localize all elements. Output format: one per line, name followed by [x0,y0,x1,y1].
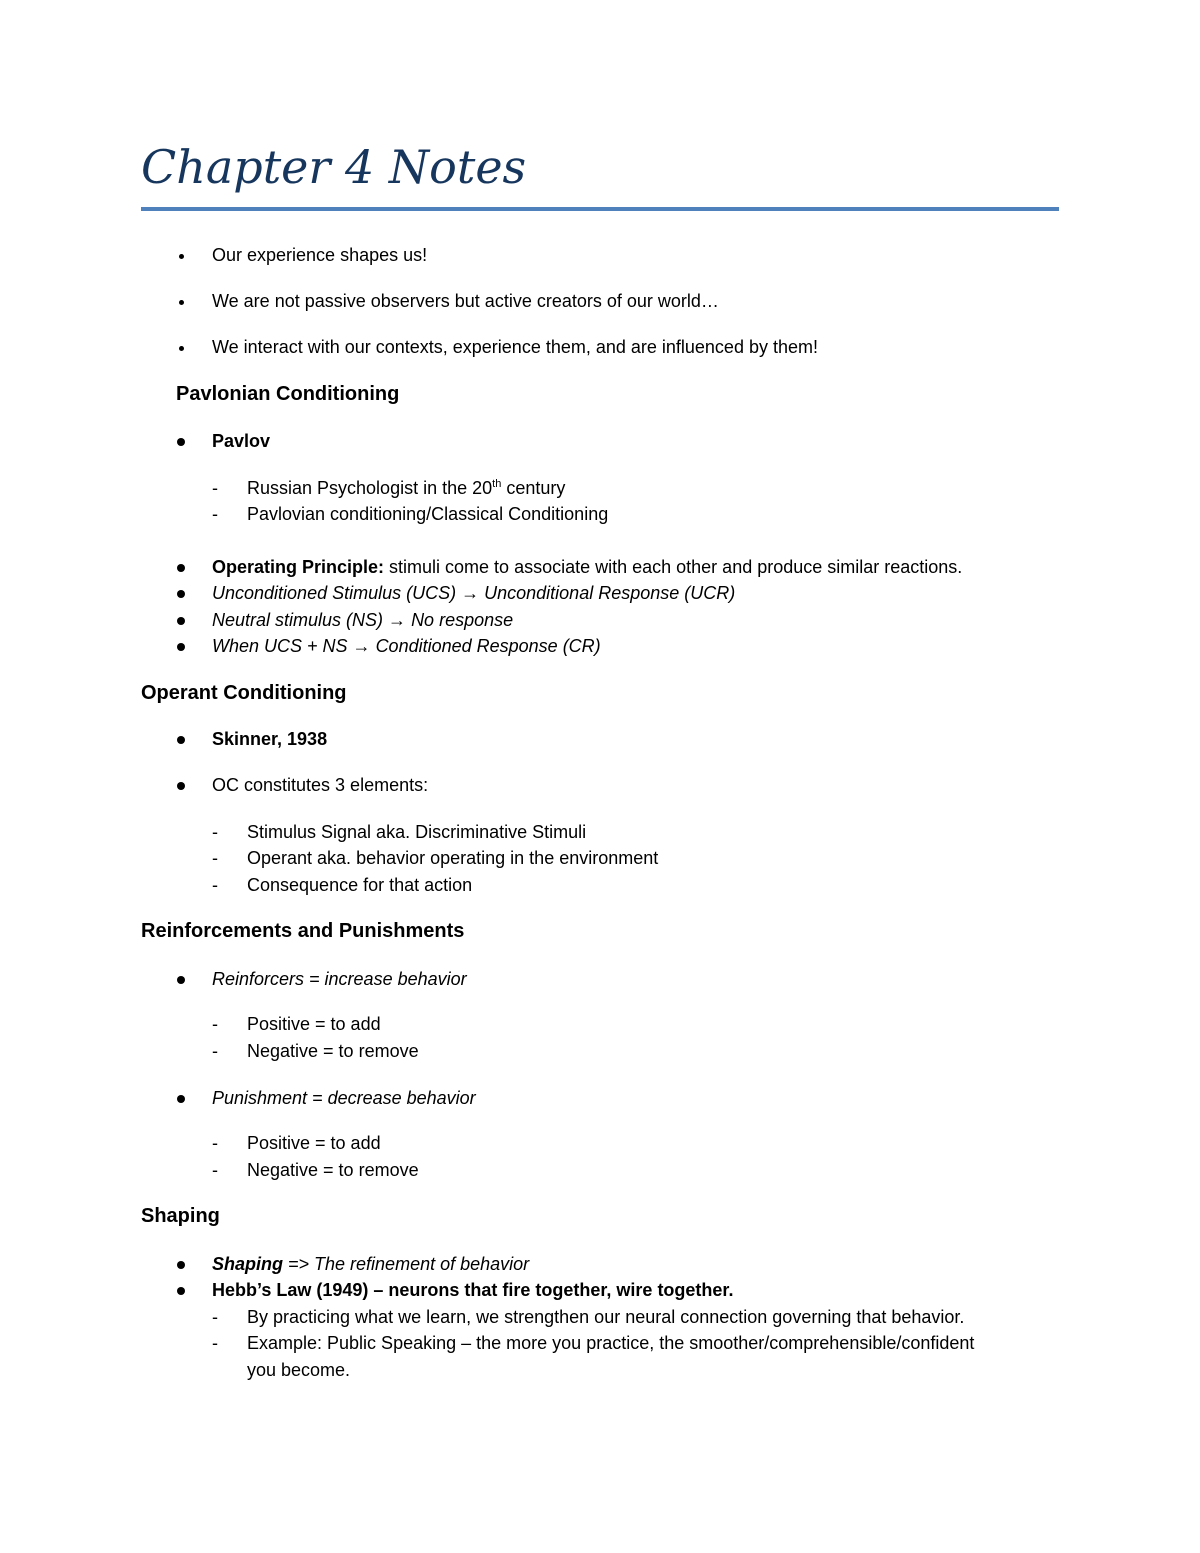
bullet [174,430,188,452]
cr-text: Conditioned Response (CR) [375,636,601,656]
arrow-icon: → [388,610,407,630]
bullet [174,609,188,631]
section-heading-operant: Operant Conditioning [141,682,347,704]
dash-marker: - [212,848,218,868]
dash-marker: - [212,875,218,895]
section-heading-reinforcements: Reinforcements and Punishments [141,920,465,942]
bullet [174,968,188,990]
oc-sub-item: Consequence for that action [247,875,473,895]
bullet [174,556,188,578]
ucr-text: Unconditional Response (UCR) [484,583,736,603]
bullet [174,635,188,657]
bullet [174,1253,188,1275]
bullet [174,728,188,750]
ucs-item [212,582,735,604]
reinforcers-sub-item: Negative = to remove [247,1041,419,1061]
bullet [174,582,188,604]
section-heading-shaping: Shaping [141,1205,220,1227]
dash-marker: - [212,1333,218,1353]
reinforcers-item: Reinforcers = increase behavior [212,969,467,989]
pavlov-sub-item: Pavlovian conditioning/Classical Conditioning [247,504,609,524]
section-heading-pavlonian: Pavlonian Conditioning [176,383,400,405]
operating-principle-text: stimuli come to associate with each other and produce similar reactions. [384,557,963,577]
dash-marker: - [212,1307,218,1327]
bullet [174,336,188,358]
intro-item: We are not passive observers but active creators of our world… [212,291,719,311]
pavlov-sub-text: Russian Psychologist in the 20 [247,478,493,498]
oc-sub-item: Operant aka. behavior operating in the environment [247,848,659,868]
bullet [174,1087,188,1109]
oc-sub-item: Stimulus Signal aka. Discriminative Stimuli [247,822,587,842]
bullet [174,244,188,266]
intro-item: We interact with our contexts, experience them, and are influenced by them! [212,337,818,357]
arrow-icon: → [352,636,371,656]
bullet [174,290,188,312]
shaping-item [212,1253,529,1275]
pavlov-sub-item [247,477,565,499]
hebb-sub-item: Example: Public Speaking – the more you practice, the smoother/comprehensible/confident [247,1333,975,1353]
oc-elements-item: OC constitutes 3 elements: [212,775,429,795]
dash-marker: - [212,504,218,524]
pavlov-sub-text: century [501,478,566,498]
when-text: When UCS + NS [212,636,353,656]
ns-item [212,609,513,631]
hebb-sub-item-continued: you become. [247,1360,351,1380]
no-response-text: No response [411,610,514,630]
dash-marker: - [212,1133,218,1153]
page-title: Chapter 4 Notes [141,140,527,194]
operating-principle-label: Operating Principle: [212,557,385,577]
title-underline [141,207,1059,211]
punishment-item: Punishment = decrease behavior [212,1088,476,1108]
ns-text: Neutral stimulus (NS) [212,610,389,630]
dash-marker: - [212,1160,218,1180]
reinforcers-sub-item: Positive = to add [247,1014,381,1034]
shaping-label: Shaping [212,1254,283,1274]
ucs-text: Unconditioned Stimulus (UCS) [212,583,462,603]
skinner-item: Skinner, 1938 [212,729,328,749]
dash-marker: - [212,822,218,842]
hebb-sub-item: By practicing what we learn, we strengthen our neural connection governing that behavior. [247,1307,965,1327]
punishment-sub-item: Positive = to add [247,1133,381,1153]
superscript: th [492,478,502,490]
operating-principle-item [212,556,962,578]
dash-marker: - [212,1014,218,1034]
bullet [174,1279,188,1301]
dash-marker: - [212,478,218,498]
when-item [212,635,601,657]
arrow-icon: → [461,583,480,603]
bullet [174,774,188,796]
intro-item: Our experience shapes us! [212,245,428,265]
pavlov-item: Pavlov [212,431,271,451]
dash-marker: - [212,1041,218,1061]
hebb-item: Hebb’s Law (1949) – neurons that fire together, wire together. [212,1280,734,1300]
punishment-sub-item: Negative = to remove [247,1160,419,1180]
shaping-text: => The refinement of behavior [283,1254,530,1274]
